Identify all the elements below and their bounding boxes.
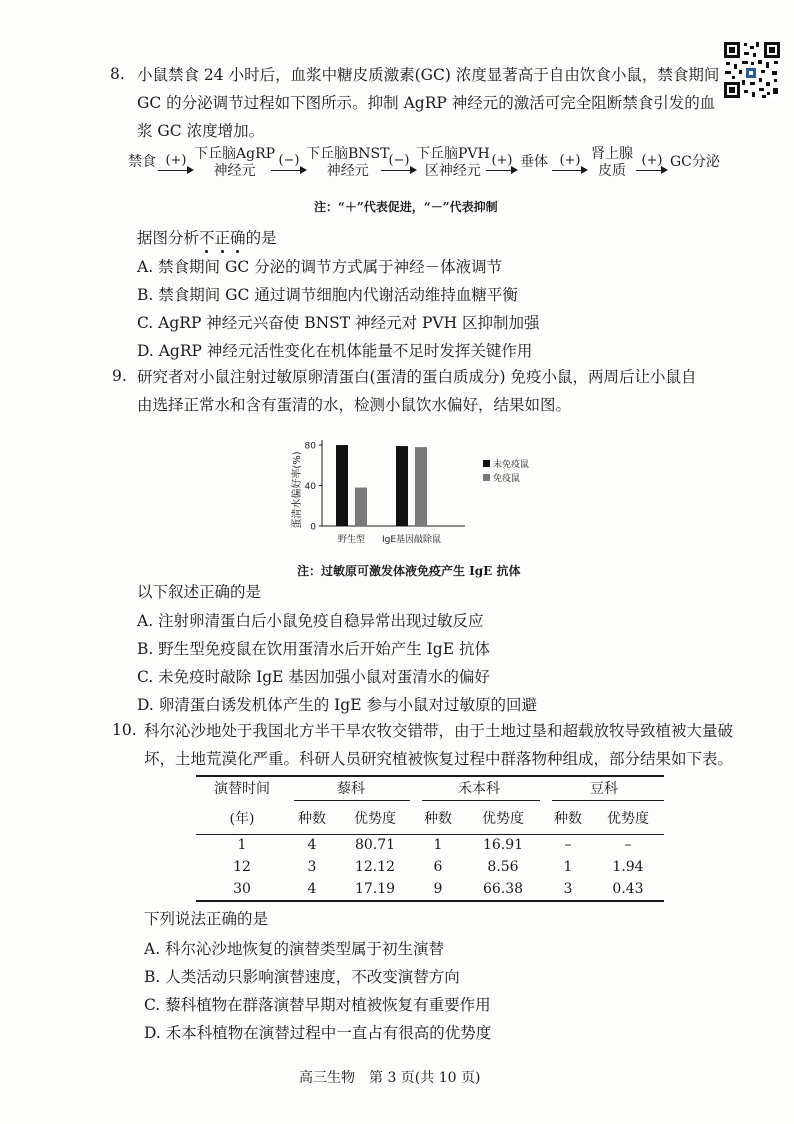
flow-node-bnst	[306, 146, 389, 180]
y-tick-label: 80	[304, 441, 316, 452]
x-category-label: 野生型	[337, 535, 366, 545]
question-9-option-a: A. 注射卵清蛋白后小鼠免疫自稳异常出现过敏反应	[137, 612, 484, 630]
table-cell: 6	[433, 859, 443, 875]
flow-node-adrenal	[591, 146, 633, 180]
table-subheader: 优势度	[482, 810, 524, 827]
gc-regulation-flow-diagram	[128, 148, 728, 188]
table-subheader: 优势度	[354, 810, 396, 827]
question-8-option-b: B. 禁食期间 GC 通过调节细胞内代谢活动维持血糖平衡	[137, 286, 518, 304]
table-subheader: 优势度	[607, 810, 649, 827]
flow-node-adrenal-line-1: 肾上腺	[591, 146, 633, 162]
question-8-note: 注：“＋”代表促进，“－”代表抑制	[314, 200, 498, 214]
table-cell: 4	[307, 881, 317, 897]
question-10-number: 10.	[112, 721, 137, 739]
question-10-stem-line-1: 科尔沁沙地处于我国北方半干旱农牧交错带，由于土地过垦和超载放牧导致植被大量破	[144, 722, 734, 740]
table-cell: 3	[307, 859, 317, 875]
prompt-prefix: 据图分析	[137, 229, 200, 247]
question-9-option-c: C. 未免疫时敲除 IgE 基因加强小鼠对蛋清水的偏好	[137, 668, 490, 686]
table-subheader: 种数	[298, 810, 326, 827]
table-row	[196, 856, 664, 878]
question-10-option-a: A. 科尔沁沙地恢复的演替类型属于初生演替	[144, 940, 445, 958]
flow-node-fasting: 禁食	[128, 154, 156, 170]
table-cell: 0.43	[612, 881, 644, 897]
table-cell: –	[624, 837, 632, 853]
question-8-stem-line-2: GC 的分泌调节过程如下图所示。抑制 AgRP 神经元的激活可完全阻断禁食引发的血	[137, 94, 716, 112]
prompt-emphasis-2: 正	[214, 229, 231, 247]
flow-sign-2: (−)	[278, 153, 300, 168]
bar-2-series-2	[415, 447, 427, 526]
table-header-group-chenopodiaceae: 藜科	[337, 781, 365, 797]
question-8-number: 8.	[110, 65, 125, 83]
flow-node-pvh-line-2: 区神经元	[424, 163, 481, 179]
question-8-option-a: A. 禁食期间 GC 分泌的调节方式属于神经－体液调节	[137, 258, 503, 276]
table-cell: 8.56	[487, 859, 519, 875]
question-9-option-b: B. 野生型免疫鼠在饮用蛋清水后开始产生 IgE 抗体	[137, 640, 490, 658]
flow-sign-6: (+)	[641, 153, 663, 168]
chart-y-axis-label: 蛋清水偏好率(%)	[292, 451, 303, 529]
y-tick-label: 0	[310, 522, 316, 533]
flow-node-agrp	[194, 146, 275, 180]
flow-node-agrp-line-1: 下丘脑AgRP	[194, 146, 276, 162]
question-10-option-c: C. 藜科植物在群落演替早期对植被恢复有重要作用	[144, 996, 491, 1014]
legend-label: 未免疫鼠	[493, 460, 530, 470]
flow-sign-5: (+)	[559, 153, 581, 168]
question-9-option-d: D. 卵清蛋白诱发机体产生的 IgE 参与小鼠对过敏原的回避	[137, 696, 537, 714]
table-row	[196, 878, 664, 900]
question-8-stem-line-3: 浆 GC 浓度增加。	[137, 122, 265, 140]
succession-data-table	[196, 775, 664, 900]
table-cell: 17.19	[354, 881, 396, 897]
table-cell: 1.94	[612, 859, 644, 875]
flow-node-pvh	[416, 146, 490, 180]
flow-arrow-2	[271, 153, 307, 174]
table-cell: –	[564, 837, 572, 853]
question-8-stem-line-1: 小鼠禁食 24 小时后，血浆中糖皮质激素(GC) 浓度显著高于自由饮食小鼠，禁食期间	[137, 66, 720, 84]
table-cell: 66.38	[482, 881, 524, 897]
question-8-option-c: C. AgRP 神经元兴奋使 BNST 神经元对 PVH 区抑制加强	[137, 314, 540, 332]
prompt-suffix: 的是	[245, 229, 277, 247]
table-cell: 12.12	[354, 859, 396, 875]
flow-sign-4: (+)	[491, 153, 513, 168]
preference-bar-chart	[280, 432, 550, 554]
question-9-stem-line-2: 由选择正常水和含有蛋清的水，检测小鼠饮水偏好，结果如图。	[137, 396, 572, 414]
table-cell: 12	[233, 859, 251, 875]
flow-node-gc-secretion: GC分泌	[670, 154, 720, 170]
prompt-emphasis-1: 不	[199, 229, 215, 247]
question-8-prompt	[137, 228, 277, 248]
bar-1-series-1	[336, 445, 348, 526]
prompt-emphasis-3: 确	[230, 229, 246, 247]
flow-node-pituitary: 垂体	[520, 154, 548, 170]
qr-code-icon	[722, 40, 782, 100]
table-cell: 9	[433, 881, 443, 897]
x-category-label: IgE基因敲除鼠	[381, 535, 442, 545]
question-9-prompt: 以下叙述正确的是	[137, 583, 262, 601]
table-header-time-unit: (年)	[229, 810, 255, 827]
table-cell: 1	[237, 837, 247, 853]
table-cell: 3	[563, 881, 573, 897]
flow-arrow-4	[486, 153, 518, 174]
table-bottom-rule	[196, 900, 664, 902]
flow-arrow-6	[636, 153, 668, 174]
table-cell: 1	[433, 837, 443, 853]
question-10-option-b: B. 人类活动只影响演替速度，不改变演替方向	[144, 968, 460, 986]
question-9-stem-line-1: 研究者对小鼠注射过敏原卵清蛋白(蛋清的蛋白质成分) 免疫小鼠，两周后让小鼠自	[137, 368, 697, 386]
table-cell: 16.91	[482, 837, 524, 853]
flow-node-pvh-line-1: 下丘脑PVH	[416, 146, 490, 162]
question-9-note: 注：过敏原可激发体液免疫产生 IgE 抗体	[297, 564, 521, 578]
question-8-option-d: D. AgRP 神经元活性变化在机体能量不足时发挥关键作用	[137, 342, 533, 360]
flow-node-bnst-line-2: 神经元	[326, 163, 369, 179]
y-tick-label: 40	[304, 482, 316, 493]
legend-swatch	[483, 474, 490, 481]
table-cell: 4	[307, 837, 317, 853]
flow-arrow-1	[158, 153, 194, 174]
flow-sign-3: (−)	[388, 153, 410, 168]
table-header-group-poaceae: 禾本科	[458, 781, 500, 797]
table-header-time: 演替时间	[214, 781, 270, 797]
table-subheader: 种数	[554, 810, 582, 827]
page-footer: 高三生物 第 3 页(共 10 页)	[299, 1070, 481, 1086]
bar-1-series-2	[355, 488, 367, 526]
question-10-stem-line-2: 坏，土地荒漠化严重。科研人员研究植被恢复过程中群落物种组成，部分结果如下表。	[144, 750, 734, 768]
table-subheader: 种数	[424, 810, 452, 827]
flow-node-adrenal-line-2: 皮质	[598, 163, 626, 179]
flow-arrow-3	[381, 153, 417, 174]
table-cell: 30	[233, 881, 251, 897]
table-row	[196, 834, 664, 856]
question-10-option-d: D. 禾本科植物在演替过程中一直占有很高的优势度	[144, 1024, 492, 1042]
flow-sign-1: (+)	[165, 153, 187, 168]
bar-2-series-1	[396, 446, 408, 526]
question-9-number: 9.	[112, 367, 127, 385]
flow-node-agrp-line-2: 神经元	[213, 163, 256, 179]
flow-arrow-5	[552, 153, 588, 174]
legend-label: 免疫鼠	[493, 474, 521, 484]
table-cell: 80.71	[354, 837, 396, 853]
flow-node-bnst-line-1: 下丘脑BNST	[306, 146, 390, 162]
table-header-group-fabaceae: 豆科	[590, 781, 618, 797]
table-cell: 1	[563, 859, 573, 875]
question-10-prompt: 下列说法正确的是	[144, 910, 269, 928]
legend-swatch	[483, 460, 490, 467]
